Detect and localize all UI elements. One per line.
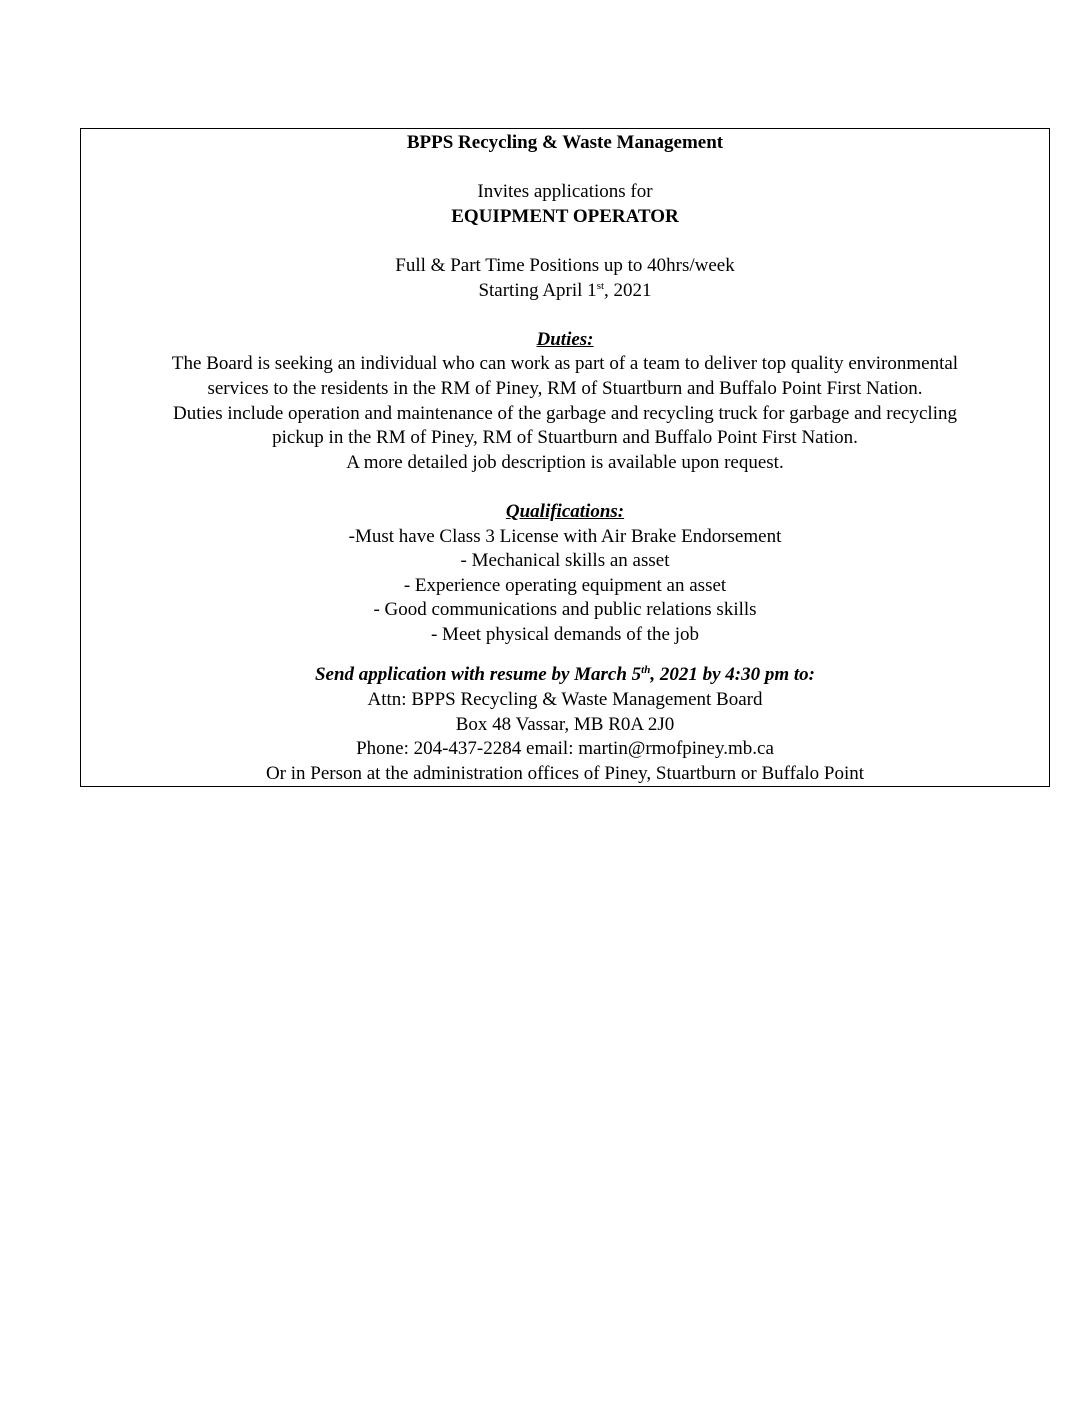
qualification-item: - Mechanical skills an asset [460, 550, 670, 572]
qualification-item: - Experience operating equipment an asset [403, 574, 727, 596]
invites-text: Invites applications for [477, 181, 653, 203]
duties-line: A more detailed job description is available upon request. [346, 451, 784, 473]
duties-line: pickup in the RM of Piney, RM of Stuartburn and Buffalo Point First Nation. [272, 427, 858, 449]
job-ad-box [80, 128, 1050, 787]
qualification-item: -Must have Class 3 License with Air Brake Endorsement [348, 525, 782, 547]
qualification-item: - Meet physical demands of the job [430, 623, 700, 645]
contact-line: Phone: 204-437-2284 email: martin@rmofpiney.mb.ca [356, 738, 774, 760]
duties-line: Duties include operation and maintenance of the garbage and recycling truck for garbage and recycling [173, 402, 957, 424]
duties-heading: Duties: [536, 328, 594, 350]
position-title: EQUIPMENT OPERATOR [451, 205, 679, 227]
org-title: BPPS Recycling & Waste Management [406, 132, 724, 153]
qualifications-heading: Qualifications: [505, 500, 625, 522]
duties-line: The Board is seeking an individual who can work as part of a team to deliver top quality environmental [171, 353, 959, 375]
send-deadline: Send application with resume by March 5th, 2021 by 4:30 pm to: [314, 664, 816, 686]
attn-line: Attn: BPPS Recycling & Waste Management Board [367, 689, 763, 711]
address-line: Box 48 Vassar, MB R0A 2J0 [455, 713, 675, 735]
in-person-line: Or in Person at the administration offices of Piney, Stuartburn or Buffalo Point [265, 762, 865, 784]
duties-line: services to the residents in the RM of Piney, RM of Stuartburn and Buffalo Point First Nation. [207, 377, 923, 399]
hours-text: Full & Part Time Positions up to 40hrs/week [395, 254, 735, 276]
qualification-item: - Good communications and public relations skills [373, 599, 757, 621]
start-date: Starting April 1st, 2021 [478, 279, 652, 301]
